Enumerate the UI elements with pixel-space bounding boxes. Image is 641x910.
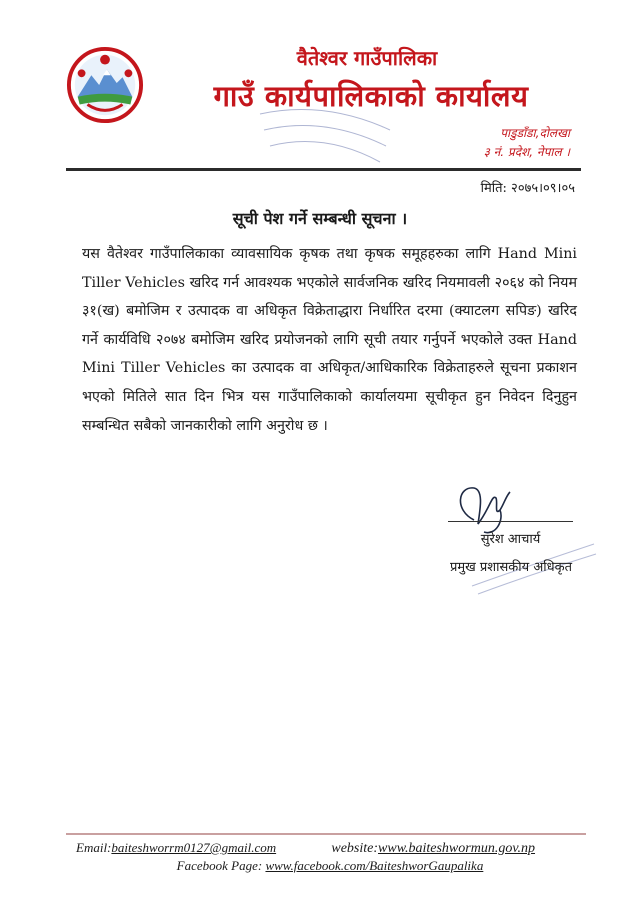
office-subtitle: गाउँ कार्यपालिकाको कार्यालय xyxy=(213,79,529,113)
nepal-emblem-icon xyxy=(66,46,144,124)
website-link[interactable]: www.baiteshwormun.gov.np xyxy=(378,841,536,856)
office-stamp-icon xyxy=(250,104,400,170)
footer-facebook xyxy=(60,858,600,874)
email-link[interactable]: baiteshworrm0127@gmail.com xyxy=(111,840,277,855)
notice-body: यस वैतेश्वर गाउँपालिकाका व्यावसायिक कृषक तथा कृषक समूहहरुका लागि Hand Mini Tiller Vehicles खरिद गर्न आवश्यक भएकोले सार्वजनिक खरिद नियमावली २०६४ को नियम ३१(ख) बमोजिम र उत्पादक वा अधिकृत विक्रेताद्धारा निर्धारित दरमा (क्याटलग सपिङ) खरिद गर्ने कार्यविधि २०७४ बमोजिम खरिद प्रयोजनको लागि सूची तयार गर्नुपर्ने भएकोले उक्त Hand Mini Tiller Vehicles का उत्पादक वा अधिकृत/आधिकारिक विक्रेताहरुले सूचना प्रकाशन भएको मितिले सात दिन भित्र यस गाउँपालिकाको कार्यालयमा सूचीकृत हुन निवेदन दिनुहुन सम्बन्धित सबैको जानकारीको लागि अनुरोध छ । xyxy=(82,246,577,434)
footer-contact xyxy=(60,840,600,857)
office-address xyxy=(420,124,570,162)
email-label: Email: xyxy=(76,840,112,855)
website-label: website: xyxy=(331,841,379,856)
header-divider xyxy=(66,168,581,171)
notice-title: सूची पेश गर्ने सम्बन्धी सूचना । xyxy=(232,209,408,228)
office-name: वैतेश्वर गाउँपालिका xyxy=(296,46,438,70)
address-line-2: ३ नं. प्रदेश, नेपाल । xyxy=(483,145,570,159)
facebook-label: Facebook Page: xyxy=(176,858,263,873)
signature-line xyxy=(448,521,573,522)
facebook-link[interactable]: www.facebook.com/BaiteshworGaupalika xyxy=(265,858,484,873)
notice-date: मिति: २०७५।०९।०५ xyxy=(480,181,575,196)
footer-divider xyxy=(66,833,586,835)
signatory-title: प्रमुख प्रशासकीय अधिकृत xyxy=(449,560,573,575)
address-line-1: पाडुडाँडा,दोलखा xyxy=(500,126,570,140)
signatory-name: सुरेश आचार्य xyxy=(480,532,541,547)
